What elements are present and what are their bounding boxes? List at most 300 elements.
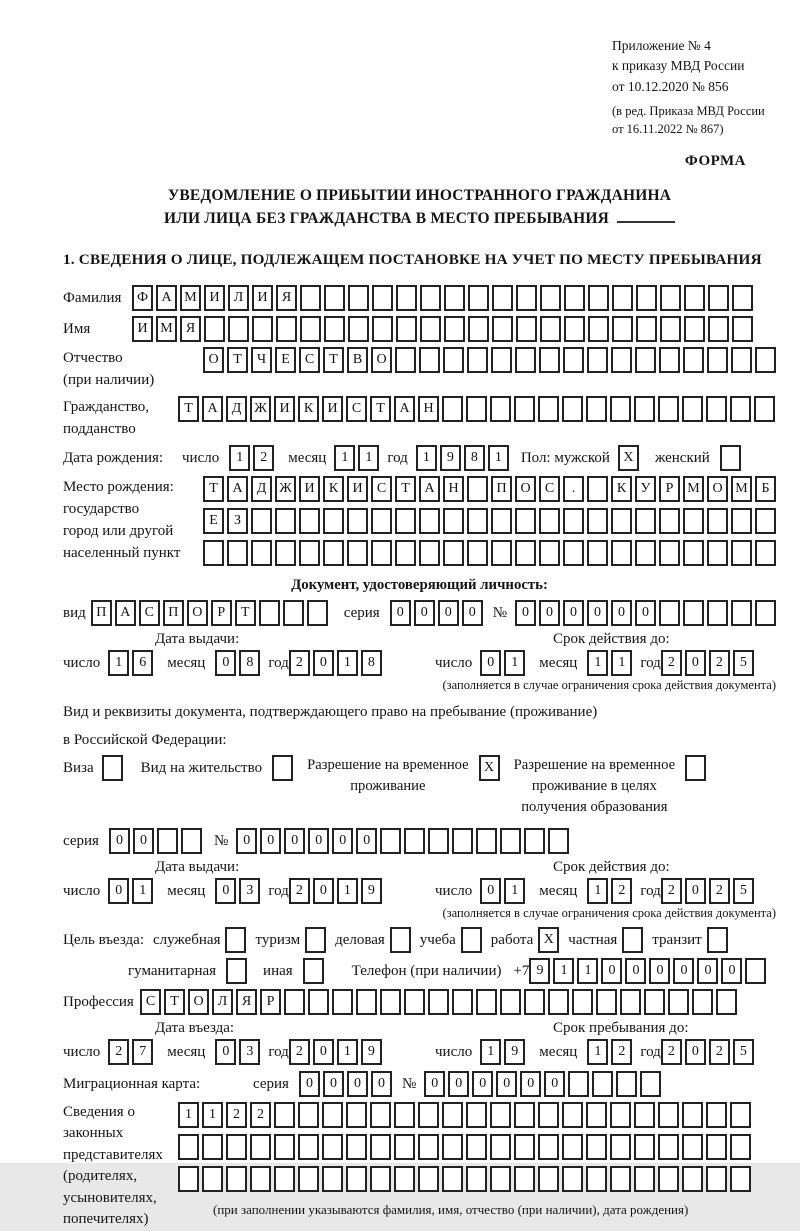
form-cell[interactable]: [563, 347, 584, 373]
form-cell[interactable]: [564, 285, 585, 311]
form-cell[interactable]: [539, 508, 560, 534]
form-cell[interactable]: 2: [253, 445, 274, 471]
form-cell[interactable]: 0: [109, 828, 130, 854]
form-cell[interactable]: [226, 958, 247, 984]
form-cell[interactable]: [203, 540, 224, 566]
form-cell[interactable]: [515, 347, 536, 373]
form-cell[interactable]: [305, 927, 326, 953]
form-cell[interactable]: [442, 1166, 463, 1192]
form-cell[interactable]: Р: [659, 476, 680, 502]
form-cell[interactable]: Т: [178, 396, 199, 422]
form-cell[interactable]: [548, 989, 569, 1015]
form-cell[interactable]: Р: [211, 600, 232, 626]
form-cell[interactable]: [284, 989, 305, 1015]
form-cell[interactable]: Ж: [250, 396, 271, 422]
form-cell[interactable]: 1: [178, 1102, 199, 1128]
form-cell[interactable]: [683, 508, 704, 534]
form-cell[interactable]: [659, 347, 680, 373]
form-cell[interactable]: 1: [334, 445, 355, 471]
form-cell[interactable]: [562, 1134, 583, 1160]
form-cell[interactable]: [636, 316, 657, 342]
form-cell[interactable]: [658, 1102, 679, 1128]
form-cell[interactable]: [452, 828, 473, 854]
form-cell[interactable]: [202, 1134, 223, 1160]
form-cell[interactable]: [418, 1134, 439, 1160]
form-cell[interactable]: 0: [635, 600, 656, 626]
form-cell[interactable]: С: [140, 989, 161, 1015]
form-cell[interactable]: [491, 347, 512, 373]
form-cell[interactable]: [538, 1134, 559, 1160]
form-cell[interactable]: 0: [625, 958, 646, 984]
form-cell[interactable]: [644, 989, 665, 1015]
form-cell[interactable]: Ж: [275, 476, 296, 502]
form-cell[interactable]: [420, 285, 441, 311]
form-cell[interactable]: [514, 1134, 535, 1160]
form-cell[interactable]: [596, 989, 617, 1015]
form-cell[interactable]: [251, 508, 272, 534]
form-cell[interactable]: Т: [164, 989, 185, 1015]
form-cell[interactable]: [658, 396, 679, 422]
form-cell[interactable]: [568, 1071, 589, 1097]
form-cell[interactable]: 1: [587, 878, 608, 904]
form-cell[interactable]: У: [635, 476, 656, 502]
form-cell[interactable]: Д: [251, 476, 272, 502]
form-cell[interactable]: [490, 1166, 511, 1192]
form-cell[interactable]: 1: [488, 445, 509, 471]
form-cell[interactable]: И: [252, 285, 273, 311]
form-cell[interactable]: [466, 1166, 487, 1192]
form-cell[interactable]: 0: [520, 1071, 541, 1097]
form-cell[interactable]: 0: [236, 828, 257, 854]
form-cell[interactable]: Л: [228, 285, 249, 311]
form-cell[interactable]: [380, 989, 401, 1015]
form-cell[interactable]: И: [274, 396, 295, 422]
form-cell[interactable]: [299, 540, 320, 566]
form-cell[interactable]: 0: [544, 1071, 565, 1097]
form-cell[interactable]: 0: [462, 600, 483, 626]
form-cell[interactable]: [467, 476, 488, 502]
form-cell[interactable]: [490, 396, 511, 422]
form-cell[interactable]: [692, 989, 713, 1015]
form-cell[interactable]: [500, 828, 521, 854]
form-cell[interactable]: [683, 600, 704, 626]
form-cell[interactable]: [707, 540, 728, 566]
form-cell[interactable]: [548, 828, 569, 854]
form-cell[interactable]: [467, 508, 488, 534]
form-cell[interactable]: [635, 347, 656, 373]
form-cell[interactable]: [587, 508, 608, 534]
form-cell[interactable]: 2: [709, 1039, 730, 1065]
form-cell[interactable]: [419, 347, 440, 373]
form-cell[interactable]: Т: [395, 476, 416, 502]
form-cell[interactable]: 2: [108, 1039, 129, 1065]
form-cell[interactable]: [443, 540, 464, 566]
form-cell[interactable]: [307, 600, 328, 626]
form-cell[interactable]: И: [322, 396, 343, 422]
form-cell[interactable]: [274, 1134, 295, 1160]
form-cell[interactable]: 1: [504, 650, 525, 676]
form-cell[interactable]: [538, 1166, 559, 1192]
form-cell[interactable]: О: [188, 989, 209, 1015]
form-cell[interactable]: Т: [235, 600, 256, 626]
form-cell[interactable]: К: [298, 396, 319, 422]
form-cell[interactable]: [181, 828, 202, 854]
form-cell[interactable]: [731, 540, 752, 566]
form-cell[interactable]: [347, 540, 368, 566]
form-cell[interactable]: [420, 316, 441, 342]
form-cell[interactable]: [490, 1102, 511, 1128]
form-cell[interactable]: [346, 1166, 367, 1192]
form-cell[interactable]: 1: [337, 650, 358, 676]
form-cell[interactable]: 0: [563, 600, 584, 626]
form-cell[interactable]: [634, 1102, 655, 1128]
form-cell[interactable]: X: [538, 927, 559, 953]
form-cell[interactable]: [308, 989, 329, 1015]
form-cell[interactable]: [442, 396, 463, 422]
form-cell[interactable]: [178, 1166, 199, 1192]
form-cell[interactable]: [468, 316, 489, 342]
form-cell[interactable]: [668, 989, 689, 1015]
form-cell[interactable]: 9: [361, 878, 382, 904]
form-cell[interactable]: [394, 1166, 415, 1192]
form-cell[interactable]: [516, 285, 537, 311]
form-cell[interactable]: 0: [685, 1039, 706, 1065]
form-cell[interactable]: И: [347, 476, 368, 502]
form-cell[interactable]: [275, 540, 296, 566]
form-cell[interactable]: 0: [448, 1071, 469, 1097]
form-cell[interactable]: 1: [553, 958, 574, 984]
form-cell[interactable]: 1: [577, 958, 598, 984]
form-cell[interactable]: [283, 600, 304, 626]
form-cell[interactable]: 1: [337, 1039, 358, 1065]
form-cell[interactable]: [452, 989, 473, 1015]
form-cell[interactable]: [300, 316, 321, 342]
form-cell[interactable]: [745, 958, 766, 984]
form-cell[interactable]: 8: [361, 650, 382, 676]
form-cell[interactable]: [562, 1102, 583, 1128]
form-cell[interactable]: [251, 540, 272, 566]
form-cell[interactable]: 0: [313, 878, 334, 904]
form-cell[interactable]: [322, 1166, 343, 1192]
form-cell[interactable]: Л: [212, 989, 233, 1015]
form-cell[interactable]: [563, 540, 584, 566]
form-cell[interactable]: [706, 396, 727, 422]
form-cell[interactable]: 0: [308, 828, 329, 854]
form-cell[interactable]: И: [204, 285, 225, 311]
form-cell[interactable]: 0: [284, 828, 305, 854]
form-cell[interactable]: 0: [685, 650, 706, 676]
form-cell[interactable]: [490, 1134, 511, 1160]
form-cell[interactable]: С: [371, 476, 392, 502]
form-cell[interactable]: [539, 540, 560, 566]
form-cell[interactable]: Т: [203, 476, 224, 502]
form-cell[interactable]: 0: [587, 600, 608, 626]
form-cell[interactable]: [419, 508, 440, 534]
form-cell[interactable]: [324, 285, 345, 311]
form-cell[interactable]: [394, 1102, 415, 1128]
form-cell[interactable]: [442, 1102, 463, 1128]
form-cell[interactable]: [634, 1166, 655, 1192]
form-cell[interactable]: Б: [755, 476, 776, 502]
form-cell[interactable]: А: [227, 476, 248, 502]
form-cell[interactable]: [540, 316, 561, 342]
form-cell[interactable]: О: [203, 347, 224, 373]
form-cell[interactable]: [708, 316, 729, 342]
form-cell[interactable]: И: [299, 476, 320, 502]
form-cell[interactable]: Д: [226, 396, 247, 422]
form-cell[interactable]: [684, 285, 705, 311]
form-cell[interactable]: 1: [202, 1102, 223, 1128]
form-cell[interactable]: 9: [529, 958, 550, 984]
form-cell[interactable]: 5: [733, 878, 754, 904]
form-cell[interactable]: 1: [229, 445, 250, 471]
form-cell[interactable]: [612, 316, 633, 342]
form-cell[interactable]: [466, 396, 487, 422]
form-cell[interactable]: 0: [356, 828, 377, 854]
form-cell[interactable]: 0: [697, 958, 718, 984]
form-cell[interactable]: 0: [313, 650, 334, 676]
form-cell[interactable]: 2: [661, 1039, 682, 1065]
form-cell[interactable]: 0: [539, 600, 560, 626]
form-cell[interactable]: Т: [370, 396, 391, 422]
form-cell[interactable]: П: [163, 600, 184, 626]
form-cell[interactable]: З: [227, 508, 248, 534]
form-cell[interactable]: [562, 1166, 583, 1192]
form-cell[interactable]: 2: [289, 1039, 310, 1065]
form-cell[interactable]: Е: [203, 508, 224, 534]
form-cell[interactable]: [706, 1166, 727, 1192]
form-cell[interactable]: [372, 316, 393, 342]
form-cell[interactable]: 0: [299, 1071, 320, 1097]
form-cell[interactable]: А: [202, 396, 223, 422]
form-cell[interactable]: 0: [108, 878, 129, 904]
form-cell[interactable]: [587, 476, 608, 502]
form-cell[interactable]: [587, 540, 608, 566]
form-cell[interactable]: X: [618, 445, 639, 471]
form-cell[interactable]: [491, 508, 512, 534]
form-cell[interactable]: [443, 508, 464, 534]
form-cell[interactable]: [396, 285, 417, 311]
form-cell[interactable]: [228, 316, 249, 342]
form-cell[interactable]: 3: [239, 878, 260, 904]
form-cell[interactable]: [683, 540, 704, 566]
form-cell[interactable]: [443, 347, 464, 373]
form-cell[interactable]: [516, 316, 537, 342]
form-cell[interactable]: [466, 1102, 487, 1128]
form-cell[interactable]: [323, 508, 344, 534]
form-cell[interactable]: 0: [347, 1071, 368, 1097]
form-cell[interactable]: Н: [418, 396, 439, 422]
form-cell[interactable]: 0: [673, 958, 694, 984]
form-cell[interactable]: О: [187, 600, 208, 626]
form-cell[interactable]: [346, 1134, 367, 1160]
form-cell[interactable]: Н: [443, 476, 464, 502]
form-cell[interactable]: Ф: [132, 285, 153, 311]
form-cell[interactable]: [572, 989, 593, 1015]
form-cell[interactable]: 7: [132, 1039, 153, 1065]
form-cell[interactable]: [323, 540, 344, 566]
form-cell[interactable]: [587, 347, 608, 373]
form-cell[interactable]: X: [479, 755, 500, 781]
form-cell[interactable]: [461, 927, 482, 953]
form-cell[interactable]: [514, 1166, 535, 1192]
form-cell[interactable]: [620, 989, 641, 1015]
form-cell[interactable]: [396, 316, 417, 342]
form-cell[interactable]: [640, 1071, 661, 1097]
form-cell[interactable]: К: [611, 476, 632, 502]
form-cell[interactable]: [332, 989, 353, 1015]
form-cell[interactable]: [755, 508, 776, 534]
form-cell[interactable]: [492, 316, 513, 342]
form-cell[interactable]: [157, 828, 178, 854]
form-cell[interactable]: [226, 1166, 247, 1192]
form-cell[interactable]: 6: [132, 650, 153, 676]
form-cell[interactable]: [716, 989, 737, 1015]
form-cell[interactable]: [659, 540, 680, 566]
form-cell[interactable]: Е: [275, 347, 296, 373]
form-cell[interactable]: [476, 989, 497, 1015]
form-cell[interactable]: [586, 396, 607, 422]
form-cell[interactable]: 0: [313, 1039, 334, 1065]
form-cell[interactable]: 0: [371, 1071, 392, 1097]
form-cell[interactable]: 0: [685, 878, 706, 904]
form-cell[interactable]: 1: [337, 878, 358, 904]
form-cell[interactable]: 9: [504, 1039, 525, 1065]
form-cell[interactable]: [300, 285, 321, 311]
form-cell[interactable]: [524, 989, 545, 1015]
form-cell[interactable]: 0: [649, 958, 670, 984]
form-cell[interactable]: [592, 1071, 613, 1097]
form-cell[interactable]: [732, 285, 753, 311]
form-cell[interactable]: 2: [289, 878, 310, 904]
form-cell[interactable]: [102, 755, 123, 781]
form-cell[interactable]: [730, 396, 751, 422]
form-cell[interactable]: 2: [661, 650, 682, 676]
form-cell[interactable]: [731, 600, 752, 626]
form-cell[interactable]: [275, 508, 296, 534]
form-cell[interactable]: 1: [358, 445, 379, 471]
form-cell[interactable]: С: [139, 600, 160, 626]
form-cell[interactable]: [370, 1166, 391, 1192]
form-cell[interactable]: 0: [260, 828, 281, 854]
form-cell[interactable]: .: [563, 476, 584, 502]
form-cell[interactable]: [324, 316, 345, 342]
form-cell[interactable]: [515, 508, 536, 534]
form-cell[interactable]: [538, 1102, 559, 1128]
form-cell[interactable]: [225, 927, 246, 953]
form-cell[interactable]: [660, 285, 681, 311]
form-cell[interactable]: [659, 600, 680, 626]
form-cell[interactable]: 1: [504, 878, 525, 904]
form-cell[interactable]: [730, 1102, 751, 1128]
form-cell[interactable]: [586, 1134, 607, 1160]
form-cell[interactable]: [588, 285, 609, 311]
form-cell[interactable]: 2: [661, 878, 682, 904]
form-cell[interactable]: [611, 508, 632, 534]
form-cell[interactable]: А: [394, 396, 415, 422]
form-cell[interactable]: [372, 285, 393, 311]
form-cell[interactable]: [298, 1166, 319, 1192]
form-cell[interactable]: [586, 1102, 607, 1128]
form-cell[interactable]: [610, 1102, 631, 1128]
form-cell[interactable]: [730, 1134, 751, 1160]
form-cell[interactable]: [730, 1166, 751, 1192]
form-cell[interactable]: [404, 989, 425, 1015]
form-cell[interactable]: М: [180, 285, 201, 311]
form-cell[interactable]: М: [156, 316, 177, 342]
form-cell[interactable]: [298, 1134, 319, 1160]
form-cell[interactable]: Ч: [251, 347, 272, 373]
form-cell[interactable]: П: [91, 600, 112, 626]
form-cell[interactable]: [418, 1102, 439, 1128]
form-cell[interactable]: [540, 285, 561, 311]
form-cell[interactable]: [610, 396, 631, 422]
form-cell[interactable]: Т: [323, 347, 344, 373]
form-cell[interactable]: [685, 755, 706, 781]
form-cell[interactable]: [514, 1102, 535, 1128]
form-cell[interactable]: [610, 1134, 631, 1160]
form-cell[interactable]: [419, 540, 440, 566]
form-cell[interactable]: [467, 540, 488, 566]
form-cell[interactable]: И: [132, 316, 153, 342]
form-cell[interactable]: [514, 396, 535, 422]
form-cell[interactable]: 1: [587, 1039, 608, 1065]
form-cell[interactable]: [755, 600, 776, 626]
form-cell[interactable]: [178, 1134, 199, 1160]
form-cell[interactable]: [202, 1166, 223, 1192]
form-cell[interactable]: К: [323, 476, 344, 502]
form-cell[interactable]: [634, 396, 655, 422]
form-cell[interactable]: [754, 396, 775, 422]
form-cell[interactable]: [588, 316, 609, 342]
form-cell[interactable]: [586, 1166, 607, 1192]
form-cell[interactable]: 0: [438, 600, 459, 626]
form-cell[interactable]: 2: [611, 1039, 632, 1065]
form-cell[interactable]: С: [539, 476, 560, 502]
form-cell[interactable]: [250, 1166, 271, 1192]
form-cell[interactable]: [204, 316, 225, 342]
form-cell[interactable]: [634, 1134, 655, 1160]
form-cell[interactable]: Р: [260, 989, 281, 1015]
form-cell[interactable]: [322, 1134, 343, 1160]
form-cell[interactable]: [720, 445, 741, 471]
form-cell[interactable]: [272, 755, 293, 781]
form-cell[interactable]: С: [299, 347, 320, 373]
form-cell[interactable]: [610, 1166, 631, 1192]
form-cell[interactable]: [707, 508, 728, 534]
form-cell[interactable]: 9: [440, 445, 461, 471]
form-cell[interactable]: 1: [416, 445, 437, 471]
form-cell[interactable]: [346, 1102, 367, 1128]
form-cell[interactable]: 5: [733, 650, 754, 676]
form-cell[interactable]: [731, 508, 752, 534]
form-cell[interactable]: 0: [215, 650, 236, 676]
form-cell[interactable]: [660, 316, 681, 342]
form-cell[interactable]: [466, 1134, 487, 1160]
form-cell[interactable]: Я: [276, 285, 297, 311]
form-cell[interactable]: [636, 285, 657, 311]
form-cell[interactable]: 9: [361, 1039, 382, 1065]
form-cell[interactable]: [622, 927, 643, 953]
form-cell[interactable]: [370, 1134, 391, 1160]
form-cell[interactable]: [611, 540, 632, 566]
form-cell[interactable]: 0: [323, 1071, 344, 1097]
form-cell[interactable]: С: [346, 396, 367, 422]
form-cell[interactable]: [390, 927, 411, 953]
form-cell[interactable]: [428, 828, 449, 854]
form-cell[interactable]: О: [515, 476, 536, 502]
form-cell[interactable]: [276, 316, 297, 342]
